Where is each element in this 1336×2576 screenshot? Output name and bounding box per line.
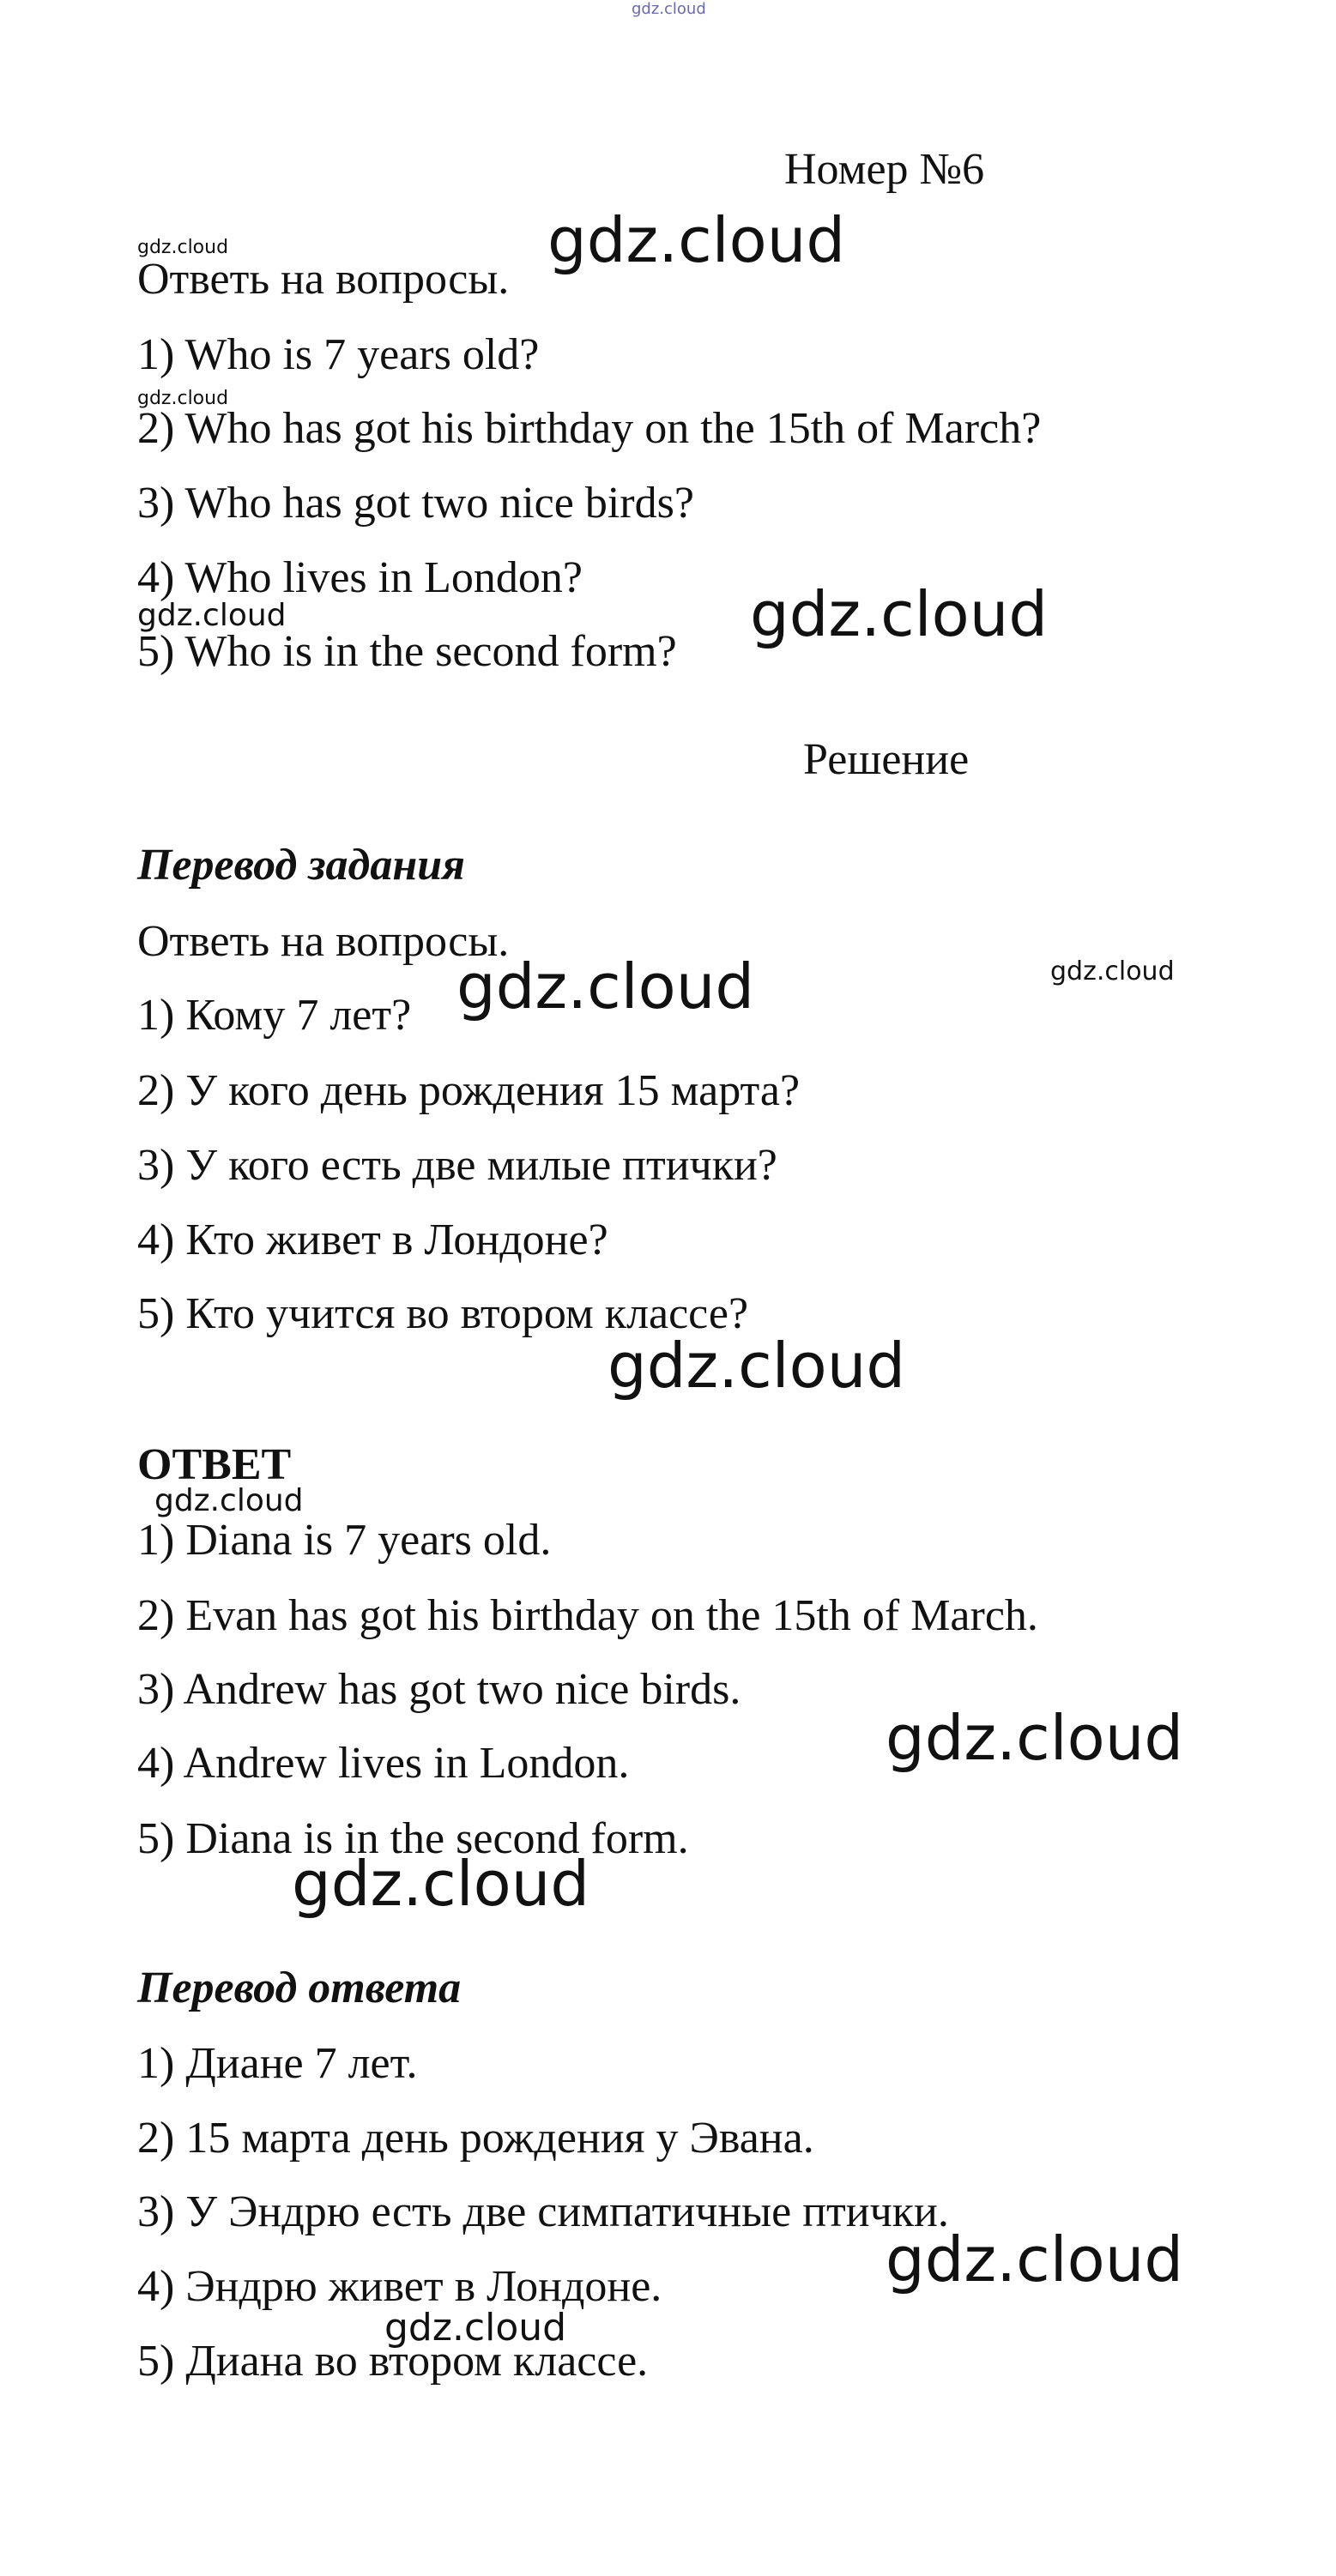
question-item: 5) Who is in the second form? — [137, 627, 677, 676]
translation-item: 2) У кого день рождения 15 марта? — [137, 1066, 801, 1115]
watermark: gdz.cloud — [137, 598, 287, 633]
watermark: gdz.cloud — [137, 237, 229, 258]
translation-item: 1) Кому 7 лет? — [137, 991, 412, 1040]
translation-heading: Перевод задания — [137, 841, 465, 890]
question-item: 2) Who has got his birthday on the 15th of March? — [137, 404, 1042, 453]
answer-item: 3) Andrew has got two nice birds. — [137, 1665, 741, 1714]
answer-item: 1) Diana is 7 years old. — [137, 1516, 552, 1565]
watermark: gdz.cloud — [154, 1483, 304, 1518]
watermark: gdz.cloud — [547, 204, 846, 276]
watermark: gdz.cloud — [292, 1848, 590, 1920]
top-watermark: gdz.cloud — [632, 0, 706, 18]
watermark: gdz.cloud — [1050, 956, 1175, 986]
question-item: 3) Who has got two nice birds? — [137, 479, 694, 528]
answer-translation-item: 5) Диана во втором классе. — [137, 2337, 649, 2386]
answer-translation-item: 1) Диане 7 лет. — [137, 2039, 418, 2088]
watermark: gdz.cloud — [456, 950, 755, 1023]
translation-intro: Ответь на вопросы. — [137, 917, 510, 966]
watermark: gdz.cloud — [384, 2306, 567, 2350]
answer-translation-item: 2) 15 марта день рождения у Эвана. — [137, 2114, 814, 2163]
page-title: Номер №6 — [784, 145, 985, 194]
question-intro: Ответь на вопросы. — [137, 255, 510, 304]
translation-item: 4) Кто живет в Лондоне? — [137, 1216, 608, 1264]
question-item: 1) Who is 7 years old? — [137, 330, 540, 379]
answer-translation-heading: Перевод ответа — [137, 1964, 462, 2012]
watermark: gdz.cloud — [137, 388, 229, 409]
watermark: gdz.cloud — [608, 1330, 906, 1402]
answer-item: 5) Diana is in the second form. — [137, 1814, 689, 1863]
answer-translation-item: 3) У Эндрю есть две симпатичные птички. — [137, 2187, 949, 2236]
translation-item: 5) Кто учится во втором классе? — [137, 1289, 749, 1338]
watermark: gdz.cloud — [886, 1702, 1184, 1774]
answer-heading: ОТВЕТ — [137, 1440, 292, 1489]
answer-translation-item: 4) Эндрю живет в Лондоне. — [137, 2262, 662, 2311]
answer-item: 4) Andrew lives in London. — [137, 1739, 630, 1788]
translation-item: 3) У кого есть две милые птички? — [137, 1141, 777, 1190]
watermark: gdz.cloud — [886, 2223, 1184, 2295]
answer-item: 2) Evan has got his birthday on the 15th of March. — [137, 1591, 1038, 1640]
solution-label: Решение — [803, 735, 970, 784]
question-item: 4) Who lives in London? — [137, 553, 583, 602]
watermark: gdz.cloud — [750, 578, 1049, 650]
